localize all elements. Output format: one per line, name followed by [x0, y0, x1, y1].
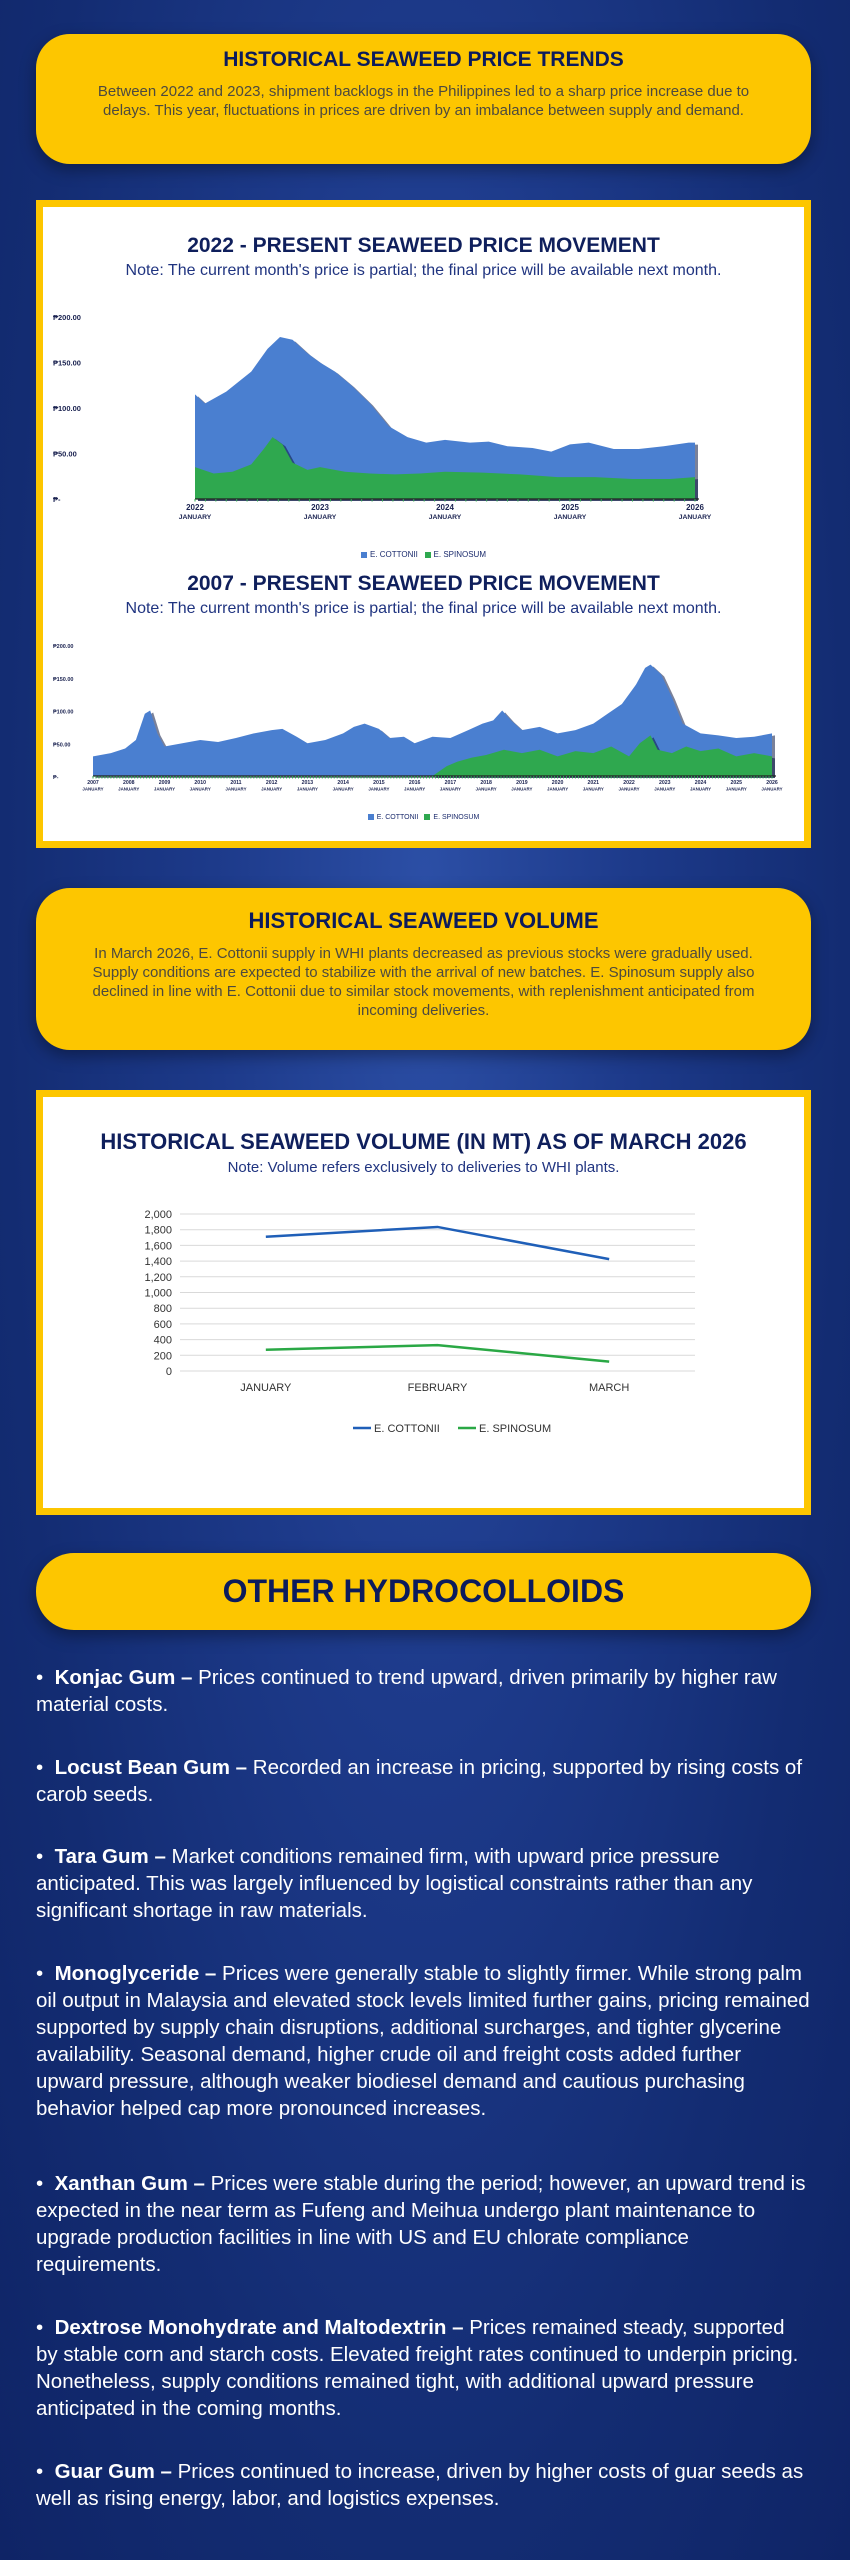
x-tick-year: 2009 — [158, 780, 171, 787]
y-tick-label: 1,000 — [144, 1287, 172, 1300]
x-tick-month: JANUARY — [296, 786, 318, 792]
list-item: • Tara Gum – Market conditions remained firm, with upward price pressure anticipated. This was largely influenced by logistical constraints rather than any significant shortage in raw materials. — [36, 1845, 753, 1922]
legend-spinosum-label: E. SPINOSUM — [433, 550, 486, 559]
legend-cottonii-label: E. COTTONII — [370, 550, 418, 559]
x-tick-month: JANUARY — [178, 514, 212, 521]
y-tick-label: 0 — [165, 1366, 172, 1378]
item-name: Guar Gum – — [54, 2460, 172, 2483]
x-tick-month: JANUARY — [689, 786, 712, 792]
y-tick-label: 200 — [153, 1350, 172, 1363]
y-tick-label: ₱200.00 — [53, 644, 74, 650]
x-tick-year: 2023 — [659, 780, 671, 787]
legend-label: E. COTTONII — [374, 1423, 440, 1435]
volume-banner — [36, 888, 811, 1050]
price-trends-title: HISTORICAL SEAWEED PRICE TRENDS — [223, 48, 624, 71]
hydrocolloids-banner — [36, 1553, 811, 1630]
x-tick-year: 2023 — [311, 503, 329, 512]
y-tick-label: 1,800 — [144, 1224, 172, 1237]
y-tick-label: 1,400 — [144, 1256, 172, 1269]
x-tick-label: FEBRUARY — [407, 1382, 468, 1394]
legend-cottonii-swatch — [361, 552, 367, 558]
chart1-legend — [43, 550, 804, 559]
x-tick-year: 2024 — [694, 780, 707, 787]
chart3-title: HISTORICAL SEAWEED VOLUME (IN MT) AS OF MARCH 2026 — [100, 1129, 747, 1154]
item-name: Konjac Gum – — [54, 1666, 193, 1689]
x-tick-label: JANUARY — [240, 1382, 292, 1394]
y-tick-label: 800 — [153, 1303, 172, 1316]
item-text: Market conditions remained firm, with upward price pressure anticipated. This was largely influenced by logistical constraints rather than any significant shortage in raw materials. — [36, 1845, 753, 1922]
chart1-title: 2022 - PRESENT SEAWEED PRICE MOVEMENT — [187, 234, 660, 257]
hydrocolloids-title: OTHER HYDROCOLLOIDS — [222, 1573, 625, 1609]
x-tick-year: 2018 — [480, 780, 492, 787]
x-tick-year: 2020 — [551, 780, 564, 787]
x-tick-year: 2015 — [373, 780, 385, 787]
chart2-note: Note: The current month's price is partial; the final price will be available next month. — [125, 600, 722, 617]
item-name: Dextrose Monohydrate and Maltodextrin – — [54, 2316, 464, 2339]
legend2-cottonii-swatch — [368, 814, 374, 820]
list-item: • Guar Gum – Prices continued to increase, driven by higher costs of guar seeds as well as rising energy, labor, and logistics expenses. — [36, 2460, 804, 2510]
chart3-note: Note: Volume refers exclusively to deliveries to WHI plants. — [227, 1159, 620, 1176]
x-tick-month: JANUARY — [332, 786, 354, 792]
x-tick-month: JANUARY — [553, 514, 587, 521]
volume-title: HISTORICAL SEAWEED VOLUME — [248, 908, 599, 933]
item-name: Tara Gum – — [54, 1845, 166, 1868]
x-tick-year: 2026 — [766, 780, 778, 787]
item-text: Prices remained steady, supported by stable corn and starch costs. Elevated freight rates continued to underpin pricing. Nonetheless, supply conditions remained tight, with additional upward pressure anticipated in the coming months. — [36, 2316, 799, 2420]
x-tick-month: JANUARY — [303, 514, 337, 521]
x-tick-year: 2021 — [587, 780, 600, 787]
y-tick-label: 400 — [153, 1334, 172, 1347]
x-tick-month: JANUARY — [678, 514, 712, 521]
x-tick-year: 2022 — [186, 503, 204, 512]
list-item: • Konjac Gum – Prices continued to trend upward, driven primarily by higher raw material costs. — [36, 1666, 777, 1716]
item-text: Prices continued to increase, driven by higher costs of guar seeds as well as rising energy, labor, and logistics expenses. — [36, 2460, 804, 2510]
legend2-spinosum-label: E. SPINOSUM — [433, 814, 480, 821]
y-tick-label: ₱- — [53, 495, 61, 504]
price-trends-text: Between 2022 and 2023, shipment backlogs in the Philippines led to a sharp price increase due to delays. This year, fluctuations in prices are driven by an imbalance between supply and demand. — [97, 83, 750, 119]
x-tick-year: 2024 — [436, 503, 454, 512]
y-tick-label: 1,200 — [144, 1271, 172, 1284]
volume-chart-card — [36, 1090, 811, 1515]
x-tick-month: JANUARY — [261, 786, 283, 792]
volume-text: In March 2026, E. Cottonii supply in WHI plants decreased as previous stocks were gradually used. Supply conditions are expected to stabilize with the arrival of new batches. E. Spinosum supply also declined in line with E. Cottonii due to similar stock movements, with replenishment anticipated from incoming deliveries. — [92, 945, 755, 1019]
price-charts-card — [36, 200, 811, 848]
list-item: • Monoglyceride – Prices were generally stable to slightly firmer. While strong palm oil output in Malaysia and elevated stock levels limited further gains, pricing remained supported by supply chain disruptions, additional surcharges, and tighter glycerine availability. Seasonal demand, higher crude oil and freight costs added further upward pressure, although weaker biodiesel demand and cautious purchasing behavior helped cap more pronounced increases. — [36, 1962, 810, 2120]
legend2-cottonii-label: E. COTTONII — [376, 814, 419, 821]
series-line-e-cottonii — [266, 1227, 609, 1259]
x-tick-year: 2022 — [623, 780, 635, 787]
y-tick-label: ₱200.00 — [53, 313, 81, 322]
y-tick-label: 2,000 — [144, 1209, 172, 1221]
x-tick-month: JANUARY — [511, 786, 533, 792]
list-item: • Dextrose Monohydrate and Maltodextrin – Prices remained steady, supported by stable corn and starch costs. Elevated freight rates continued to underpin pricing. Nonetheless, supply conditions remained tight, with additional upward pressure anticipated in the coming months. — [36, 2316, 799, 2420]
y-tick-label: ₱50.00 — [53, 449, 77, 459]
x-tick-month: JANUARY — [439, 786, 461, 792]
x-tick-year: 2008 — [122, 780, 135, 787]
x-tick-year: 2026 — [686, 503, 704, 512]
x-tick-year: 2014 — [337, 780, 349, 787]
price-chart-2007-present — [43, 637, 804, 812]
x-tick-month: JANUARY — [654, 786, 676, 792]
x-tick-month: JANUARY — [153, 786, 176, 792]
y-tick-label: 1,600 — [144, 1240, 172, 1253]
y-tick-label: ₱100.00 — [53, 709, 74, 716]
chart1-note: Note: The current month's price is partial; the final price will be available next month. — [125, 262, 722, 279]
legend-label: E. SPINOSUM — [479, 1423, 552, 1435]
chart2-title: 2007 - PRESENT SEAWEED PRICE MOVEMENT — [187, 572, 660, 595]
item-text: Prices were generally stable to slightly firmer. While strong palm oil output in Malaysia and elevated stock levels limited further gains, pricing remained supported by supply chain disruptions, additional surcharges, and tighter glycerine availability. Seasonal demand, higher crude oil and freight costs added further upward pressure, although weaker biodiesel demand and cautious purchasing behavior helped cap more pronounced increases. — [36, 1962, 810, 2120]
x-tick-year: 2013 — [301, 780, 314, 787]
legend-spinosum-swatch — [425, 552, 431, 558]
x-tick-month: JANUARY — [618, 786, 640, 792]
x-tick-month: JANUARY — [404, 786, 426, 792]
price-trends-banner — [36, 34, 811, 164]
volume-line-chart — [43, 1177, 804, 1507]
price-chart-2022-present — [43, 297, 804, 522]
hydrocolloid-list — [36, 1660, 811, 2540]
y-tick-label: ₱150.00 — [53, 358, 81, 368]
x-tick-month: JANUARY — [189, 786, 211, 792]
y-tick-label: ₱100.00 — [53, 404, 81, 413]
x-tick-month: JANUARY — [725, 786, 747, 792]
x-tick-month: JANUARY — [475, 786, 497, 792]
item-text: Prices continued to trend upward, driven primarily by higher raw material costs. — [36, 1666, 777, 1716]
x-tick-month: JANUARY — [118, 786, 140, 792]
x-tick-year: 2012 — [265, 780, 278, 787]
x-tick-month: JANUARY — [82, 786, 104, 792]
y-tick-label: ₱50.00 — [53, 742, 71, 749]
x-tick-year: 2011 — [230, 780, 242, 787]
item-text: Recorded an increase in pricing, supported by rising costs of carob seeds. — [36, 1756, 803, 1806]
list-item: • Locust Bean Gum – Recorded an increase in pricing, supported by rising costs of carob seeds. — [36, 1756, 803, 1806]
x-tick-year: 2016 — [408, 780, 421, 787]
series-line-e-spinosum — [266, 1345, 609, 1361]
x-tick-month: JANUARY — [761, 786, 783, 792]
item-name: Monoglyceride – — [54, 1962, 217, 1985]
x-tick-label: MARCH — [588, 1382, 630, 1394]
x-tick-month: JANUARY — [428, 514, 462, 521]
item-name: Xanthan Gum – — [54, 2172, 205, 2195]
list-item: • Xanthan Gum – Prices were stable during the period; however, an upward trend is expected in the near term as Fufeng and Meihua undergo plant maintenance to upgrade production facilities in line with US and EU chlorate compliance requirements. — [36, 2172, 806, 2276]
item-text: Prices were stable during the period; however, an upward trend is expected in the near term as Fufeng and Meihua undergo plant maintenance to upgrade production facilities in line with US and EU chlorate compliance requirements. — [36, 2172, 806, 2276]
x-tick-year: 2007 — [87, 780, 99, 787]
x-tick-year: 2017 — [444, 780, 457, 787]
x-tick-month: JANUARY — [582, 786, 604, 792]
x-tick-year: 2025 — [561, 503, 579, 512]
x-tick-year: 2025 — [730, 780, 743, 787]
x-tick-month: JANUARY — [368, 786, 390, 792]
x-tick-year: 2010 — [194, 780, 206, 787]
y-tick-label: ₱150.00 — [53, 676, 74, 683]
legend2-spinosum-swatch — [424, 814, 430, 820]
x-tick-month: JANUARY — [547, 786, 569, 792]
chart2-legend — [43, 814, 804, 821]
y-tick-label: 600 — [153, 1318, 172, 1331]
item-name: Locust Bean Gum – — [54, 1756, 248, 1779]
y-tick-label: ₱- — [53, 775, 59, 781]
x-tick-month: JANUARY — [225, 786, 247, 792]
x-tick-year: 2019 — [516, 780, 528, 787]
